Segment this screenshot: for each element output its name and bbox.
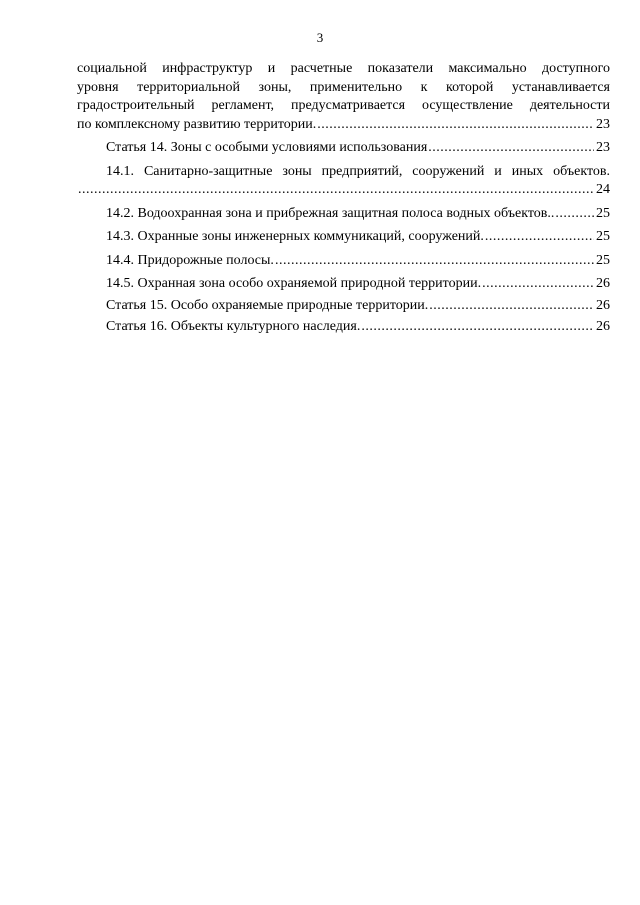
- toc-intro-line-1: социальной инфраструктур и расчетные показатели максимально доступного: [77, 61, 610, 76]
- toc-page-number: 25: [596, 252, 610, 268]
- toc-entry-title: 14.4. Придорожные полосы.: [106, 252, 274, 268]
- leader-dots: [482, 275, 594, 294]
- leader-dots: [429, 297, 594, 316]
- toc-entry-title: 14.3. Охранные зоны инженерных коммуникаций, сооружений.: [106, 229, 484, 244]
- toc-entry-title: 14.2. Водоохранная зона и прибрежная защитная полоса водных объектов..: [106, 205, 555, 221]
- leader-dots: [361, 318, 594, 337]
- toc-entry-article-16[interactable]: [77, 318, 610, 337]
- toc-page-number: 26: [596, 319, 610, 334]
- toc-page-number: 25: [596, 205, 610, 221]
- toc-entry-14-2[interactable]: [77, 205, 610, 224]
- toc-entry-continuation: [77, 181, 610, 200]
- page-number: 3: [316, 30, 324, 45]
- table-of-contents: [77, 60, 610, 337]
- toc-entry-title: 14.5. Охранная зона особо охраняемой природной территории.: [106, 276, 482, 291]
- toc-entry-14-4[interactable]: [77, 252, 610, 271]
- toc-entry-title: 14.1. Санитарно-защитные зоны предприятий, сооружений и иных объектов.: [106, 163, 610, 179]
- toc-entry-title: Статья 15. Особо охраняемые природные территории.: [106, 297, 429, 313]
- leader-dots: [485, 228, 594, 247]
- toc-page-number: 23: [596, 140, 610, 155]
- leader-dots: [78, 181, 594, 200]
- toc-intro-last-line: [77, 116, 610, 135]
- toc-intro-line-4: по комплексному развитию территории.: [77, 116, 317, 132]
- toc-intro-line-2: уровня территориальной зоны, применительно к которой устанавливается: [77, 79, 610, 95]
- toc-entry-14-1[interactable]: [77, 163, 610, 200]
- toc-page-number: 25: [596, 229, 610, 244]
- toc-entry-title: Статья 16. Объекты культурного наследия.: [106, 319, 361, 334]
- toc-entry-title: Статья 14. Зоны с особыми условиями использования: [106, 140, 428, 155]
- leader-dots: [428, 139, 594, 158]
- toc-entry-14-5[interactable]: [77, 275, 610, 294]
- toc-page-number: 24: [596, 182, 610, 197]
- toc-intro-entry[interactable]: [77, 60, 610, 134]
- toc-entry-14-3[interactable]: [77, 228, 610, 247]
- toc-page-number: 23: [596, 116, 610, 132]
- leader-dots: [275, 252, 594, 271]
- toc-entry-article-15[interactable]: [77, 297, 610, 316]
- toc-entry-article-14[interactable]: [77, 139, 610, 158]
- toc-page-number: 26: [596, 297, 610, 313]
- leader-dots: [555, 205, 594, 224]
- toc-page-number: 26: [596, 276, 610, 291]
- toc-intro-line-3: градостроительный регламент, предусматривается осуществление деятельности: [77, 98, 610, 113]
- leader-dots: [317, 116, 594, 135]
